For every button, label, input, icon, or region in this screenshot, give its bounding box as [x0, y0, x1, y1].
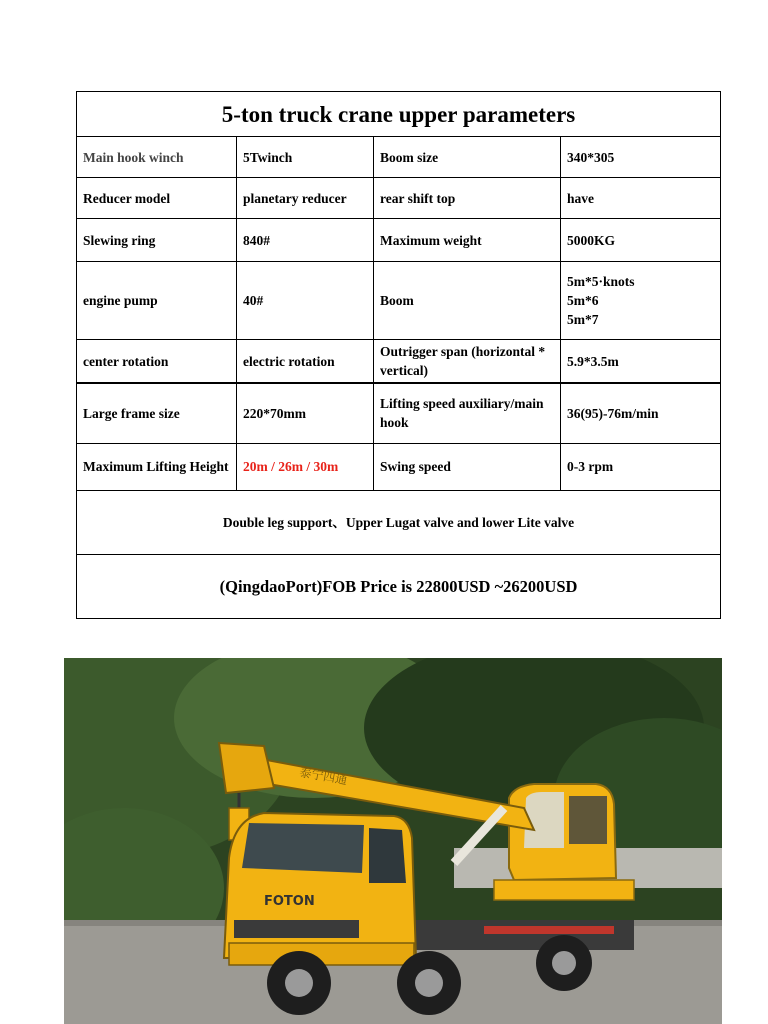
param-label: rear shift top: [374, 178, 561, 219]
param-value: 340*305: [561, 137, 721, 178]
param-label: Lifting speed auxiliary/main hook: [374, 383, 561, 443]
boom-text: 泰宁四通: [298, 765, 349, 788]
boom-option: 5m*5·knots: [567, 274, 635, 289]
table-row: [77, 340, 721, 384]
param-value: 0-3 rpm: [561, 443, 721, 490]
param-label: Slewing ring: [77, 219, 237, 262]
title-row: [77, 92, 721, 137]
param-label: Outrigger span (horizontal * vertical): [374, 340, 561, 384]
param-value: planetary reducer: [237, 178, 374, 219]
param-value: 36(95)-76m/min: [561, 383, 721, 443]
grille: [234, 920, 359, 938]
param-value: have: [561, 178, 721, 219]
param-value-highlight: 20m / 26m / 30m: [237, 443, 374, 490]
truck-crane-illustration: [64, 658, 722, 1024]
param-label: Maximum weight: [374, 219, 561, 262]
param-label: Boom: [374, 262, 561, 340]
table-row: [77, 262, 721, 340]
table-title: 5-ton truck crane upper parameters: [77, 92, 721, 137]
param-label: Large frame size: [77, 383, 237, 443]
note-row: [77, 490, 721, 554]
param-value: 5000KG: [561, 219, 721, 262]
param-value: 5.9*3.5m: [561, 340, 721, 384]
table-row: [77, 137, 721, 178]
param-label: Swing speed: [374, 443, 561, 490]
boom-option: 5m*6: [567, 293, 599, 308]
support-note: Double leg support、Upper Lugat valve and lower Lite valve: [77, 490, 721, 554]
param-label: center rotation: [77, 340, 237, 384]
table-row: [77, 178, 721, 219]
table-row: [77, 443, 721, 490]
boom-option: 5m*7: [567, 312, 599, 327]
param-value: 5Twinch: [237, 137, 374, 178]
param-label: Maximum Lifting Height: [77, 443, 237, 490]
windshield: [242, 823, 364, 873]
boom-head: [219, 743, 274, 793]
param-value: electric rotation: [237, 340, 374, 384]
table-row: [77, 219, 721, 262]
param-label: Main hook winch: [77, 137, 237, 178]
param-value-list: [561, 262, 721, 340]
spec-table: [76, 91, 721, 619]
param-value: 220*70mm: [237, 383, 374, 443]
param-label: Reducer model: [77, 178, 237, 219]
table-row: [77, 383, 721, 443]
price-row: [77, 554, 721, 618]
param-label: engine pump: [77, 262, 237, 340]
cab-brand: FOTON: [264, 894, 315, 909]
param-label: Boom size: [374, 137, 561, 178]
truck-crane-photo: [64, 658, 722, 1024]
price-text: (QingdaoPort)FOB Price is 22800USD ~26200USD: [77, 554, 721, 618]
side-window: [369, 828, 406, 883]
param-value: 840#: [237, 219, 374, 262]
param-value: 40#: [237, 262, 374, 340]
warning-stripe: [484, 926, 614, 934]
